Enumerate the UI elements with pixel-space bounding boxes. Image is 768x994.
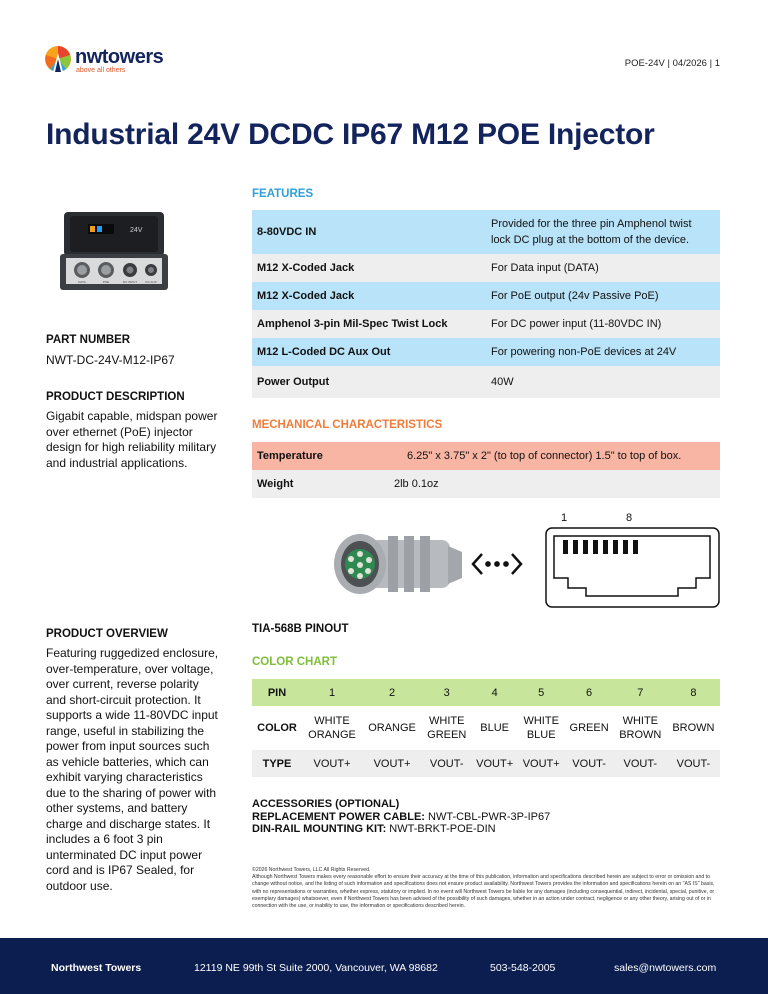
accessory-value: NWT-BRKT-POE-DIN <box>389 823 496 835</box>
overview-line: over-temperature, over voltage, <box>46 661 214 676</box>
feature-name: M12 X-Coded Jack <box>252 282 486 310</box>
table-row <box>252 470 720 498</box>
wire-color-line: BLUE <box>480 721 510 734</box>
footer-phone[interactable]: 503-548-2005 <box>490 962 556 974</box>
footer-bar <box>0 938 768 994</box>
pin-first-label: 1 <box>561 512 568 524</box>
overview-line: charge and discharge states. It <box>46 816 211 831</box>
overview-line: due to the sharing of power with <box>46 785 217 800</box>
pin-last-label: 8 <box>626 512 633 524</box>
feature-name: M12 L-Coded DC Aux Out <box>252 338 486 366</box>
wire-color-line: BROWN <box>619 729 662 741</box>
wire-color <box>667 706 720 750</box>
weight-value: 2lb 0.1oz <box>394 478 439 490</box>
features-table <box>252 210 720 398</box>
table-row <box>252 210 720 254</box>
wire-color <box>564 706 613 750</box>
feature-description-line: Provided for the three pin Amphenol twist <box>491 218 692 230</box>
description-line: over ethernet (PoE) injector <box>46 424 193 439</box>
overview-line: cord and is IP67 Sealed, for <box>46 863 195 877</box>
accessory-value: NWT-CBL-PWR-3P-IP67 <box>428 810 551 823</box>
accessories-heading: ACCESSORIES (OPTIONAL) <box>252 798 400 810</box>
device-photo <box>60 210 168 290</box>
feature-description: For powering non-PoE devices at 24V <box>486 338 720 366</box>
wire-color-line: BLUE <box>526 729 556 741</box>
svg-text:DATA: DATA <box>78 280 86 284</box>
overview-line: as vehicle batteries, which can <box>46 754 209 769</box>
wire-color <box>302 706 362 750</box>
overview-line: Featuring ruggedized enclosure, <box>46 646 219 660</box>
wire-color <box>422 706 471 750</box>
wire-color-line: ORANGE <box>308 729 356 741</box>
sun-logo-icon <box>44 45 72 73</box>
wire-color <box>471 706 518 750</box>
pin-label: PIN <box>252 679 302 706</box>
table-row <box>252 750 720 777</box>
pin-type: VOUT+ <box>518 750 565 777</box>
part-number-value: NWT-DC-24V-M12-IP67 <box>46 353 175 367</box>
wire-color-line: GREEN <box>427 729 467 741</box>
brand-logo <box>44 44 174 76</box>
feature-name: Amphenol 3-pin Mil-Spec Twist Lock <box>252 310 486 338</box>
table-row <box>252 442 720 470</box>
pinout-caption: TIA-568B PINOUT <box>252 623 349 635</box>
pin-number: 5 <box>518 679 565 706</box>
product-description-label: PRODUCT DESCRIPTION <box>46 391 185 403</box>
pin-number: 2 <box>362 679 422 706</box>
pin-type: VOUT+ <box>302 750 362 777</box>
features-heading: FEATURES <box>252 188 314 200</box>
mechanical-table <box>252 442 720 498</box>
pin-type: VOUT+ <box>471 750 518 777</box>
mechanical-name: Temperature <box>252 442 402 470</box>
table-row <box>252 310 720 338</box>
mechanical-name: Weight <box>252 470 402 498</box>
product-overview-text <box>46 646 246 894</box>
wire-color <box>614 706 667 750</box>
product-description-text <box>46 409 246 471</box>
overview-line: power from input sources such <box>46 739 210 753</box>
feature-description: 40W <box>486 366 720 398</box>
overview-line: supports a wide 11-80VDC input <box>46 708 218 722</box>
pin-number: 8 <box>667 679 720 706</box>
pin-number: 7 <box>614 679 667 706</box>
wire-color-line: WHITE <box>429 714 465 727</box>
wire-color-line: GREEN <box>569 721 609 734</box>
legal-disclaimer <box>252 867 722 910</box>
m12-connector-image <box>334 534 462 594</box>
wire-color-line: WHITE <box>622 714 659 727</box>
mechanical-value: 6.25" x 3.75" x 2" (to top of connector) 1.5" to top of box. <box>402 442 720 470</box>
wire-color <box>518 706 565 750</box>
pin-type: VOUT- <box>614 750 667 777</box>
table-row <box>252 338 720 366</box>
pin-type: VOUT- <box>422 750 471 777</box>
footer-address: 12119 NE 99th St Suite 2000, Vancouver, WA 98682 <box>194 962 438 974</box>
accessories-block <box>252 798 550 836</box>
svg-text:DC AUX: DC AUX <box>145 280 157 284</box>
wire-color-line: BROWN <box>672 721 715 734</box>
connector-diagram <box>330 510 720 612</box>
feature-description: For DC power input (11-80VDC IN) <box>486 310 720 338</box>
pin-number: 3 <box>422 679 471 706</box>
svg-text:DC INPUT: DC INPUT <box>122 280 138 284</box>
rj45-jack-icon <box>546 528 719 607</box>
color-chart-table <box>252 679 720 777</box>
feature-description: For PoE output (24v Passive PoE) <box>486 282 720 310</box>
wire-color-line: ORANGE <box>368 721 416 734</box>
pin-type: VOUT- <box>564 750 613 777</box>
footer-company: Northwest Towers <box>51 962 142 974</box>
brand-tagline: above all others <box>76 67 126 74</box>
accessory-label: REPLACEMENT POWER CABLE: <box>252 810 425 823</box>
description-line: design for high reliability military <box>46 440 217 454</box>
accessory-label: DIN-RAIL MOUNTING KIT: <box>252 823 387 835</box>
table-row <box>252 254 720 282</box>
wire-color-line: WHITE <box>523 714 559 727</box>
table-row <box>252 679 720 706</box>
overview-line: includes a 6 foot 3 pin <box>46 832 163 846</box>
overview-line: and short-circuit protection. It <box>46 692 201 707</box>
wire-color <box>362 706 422 750</box>
feature-description-line: lock DC plug at the bottom of the device. <box>491 234 690 246</box>
footer-email[interactable]: sales@nwtowers.com <box>614 962 717 974</box>
svg-text:POE: POE <box>102 280 110 284</box>
page-title: Industrial 24V DCDC IP67 M12 POE Injector <box>46 118 655 151</box>
description-line: and industrial applications. <box>46 455 188 470</box>
table-row <box>252 366 720 398</box>
pin-number: 4 <box>471 679 518 706</box>
overview-line: over current, reverse polarity <box>46 677 199 691</box>
table-row <box>252 282 720 310</box>
overview-line: other systems, and battery <box>46 801 188 815</box>
feature-name: M12 X-Coded Jack <box>252 254 486 282</box>
double-arrow-icon <box>473 554 521 574</box>
part-number-label: PART NUMBER <box>46 334 131 346</box>
feature-name: Power Output <box>252 366 486 398</box>
product-overview-label: PRODUCT OVERVIEW <box>46 628 168 640</box>
pin-type: VOUT+ <box>362 750 422 777</box>
color-chart-heading: COLOR CHART <box>252 656 337 668</box>
overview-line: unterminated DC input power <box>46 847 203 862</box>
description-line: Gigabit capable, midspan power <box>46 409 218 423</box>
overview-line: outdoor use. <box>46 878 113 893</box>
table-row <box>252 706 720 750</box>
feature-description: For Data input (DATA) <box>486 254 720 282</box>
overview-line: range, useful in stabilizing the <box>46 723 205 738</box>
disclaimer-text: Although Northwest Towers makes every reasonable effort to ensure their accuracy at the time of this publication, information and specifications described herein are subject to error or omission and to change without notice, and the listing of such information and specifications does not ensure product availability. Northwest Towers provides the information and specifications herein on an "AS IS" basis, with no representations or warranties, whether express, statutory or implied. In no event will Northwest Towers be liable for any damages (including consequential, indirect, incidental, special, punitive, or exemplary damages) whatsoever, even if Northwest Towers has been advised of the possibility of such damages, whether in an action under contract, negligence or any other theory, arising out of or in connection with the use, or inability to use, the information or specifications described herein. <box>252 874 715 910</box>
svg-text:24V: 24V <box>130 227 143 234</box>
mechanical-value <box>394 470 720 498</box>
pin-number: 6 <box>564 679 613 706</box>
feature-description <box>486 210 720 254</box>
wire-color-line: WHITE <box>314 714 350 727</box>
feature-name: 8-80VDC IN <box>252 210 486 254</box>
overview-line: exhibit varying characteristics <box>46 770 203 784</box>
pin-number: 1 <box>302 679 362 706</box>
document-reference: POE-24V | 04/2026 | 1 <box>624 58 720 69</box>
brand-name: nwtowers <box>75 46 164 68</box>
type-label: TYPE <box>252 750 302 777</box>
mechanical-heading: MECHANICAL CHARACTERISTICS <box>252 419 443 431</box>
color-label: COLOR <box>257 721 297 734</box>
copyright-text: ©2026 Northwest Towers, LLC All Rights Reserved. <box>252 867 371 873</box>
pin-type: VOUT- <box>667 750 720 777</box>
